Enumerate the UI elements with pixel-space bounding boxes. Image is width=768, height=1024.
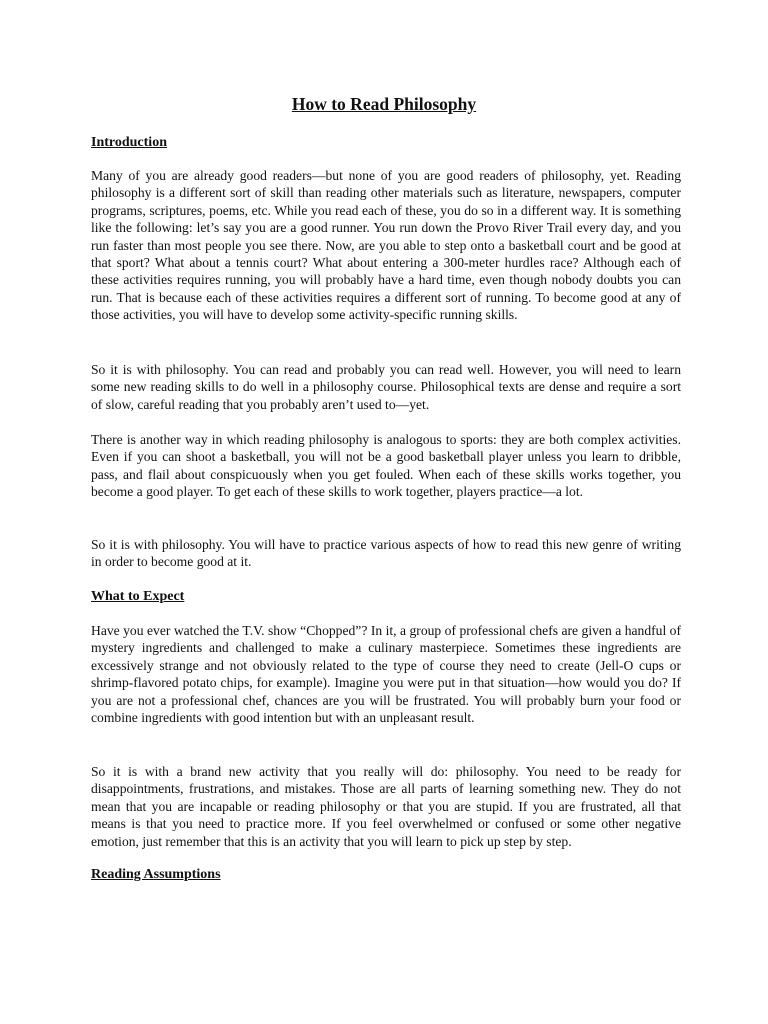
section-heading-reading-assumptions: Reading Assumptions	[91, 867, 221, 882]
introduction-paragraph-1: Many of you are already good readers—but none of you are good readers of philosophy, yet. Reading philosophy is a different sort of skill than reading other materials such as literature, newspapers, computer programs, scriptures, poems, etc. While you read each of these, you do so in a different way. It is something like the following: let’s say you are a good runner. You run down the Provo River Trail every day, and you run faster than most people you see there. Now, are you able to step onto a basketball court and be good at that sport? What about a tennis court? What about entering a 300-meter hurdles race? Although each of these activities requires running, you will probably have a hard time, even though nobody doubts you can run. That is because each of these activities requires a different sort of running. To become good at any of those activities, you will have to develop some activity-specific running skills.	[91, 168, 681, 323]
introduction-paragraph-4: So it is with philosophy. You will have to practice various aspects of how to read this new genre of writing in order to become good at it.	[91, 537, 681, 570]
section-heading-what-to-expect: What to Expect	[91, 589, 185, 604]
introduction-paragraph-2: So it is with philosophy. You can read and probably you can read well. However, you will need to learn some new reading skills to do well in a philosophy course. Philosophical texts are dense and require a sort of slow, careful reading that you probably aren’t used to—yet.	[91, 362, 681, 412]
document-title: How to Read Philosophy	[291, 94, 477, 114]
section-heading-introduction: Introduction	[91, 135, 167, 150]
introduction-paragraph-3: There is another way in which reading philosophy is analogous to sports: they are both complex activities. Even if you can shoot a basketball, you will not be a good basketball player unless you learn to dribble, pass, and flail about conspicuously when you get fouled. When each of these skills works together, you become a good player. To get each of these skills to work together, players practice—a lot.	[91, 432, 681, 500]
what-to-expect-paragraph-1: Have you ever watched the T.V. show “Chopped”? In it, a group of professional chefs are given a handful of mystery ingredients and challenged to make a culinary masterpiece. Sometimes these ingredients are excessively strange and not obviously related to the type of course they need to create (Jell-O cups or shrimp-flavored potato chips, for example). Imagine you were put in that situation—how would you do? If you are not a professional chef, chances are you will be frustrated. You will probably burn your food or combine ingredients with good intention but with an unpleasant result.	[91, 623, 681, 726]
what-to-expect-paragraph-2: So it is with a brand new activity that you really will do: philosophy. You need to be ready for disappointments, frustrations, and mistakes. Those are all parts of learning something new. They do not mean that you are incapable or reading philosophy or that you are stupid. If you are frustrated, all that means is that you need to practice more. If you feel overwhelmed or confused or some other negative emotion, just remember that this is an activity that you will learn to pick up step by step.	[91, 764, 681, 849]
